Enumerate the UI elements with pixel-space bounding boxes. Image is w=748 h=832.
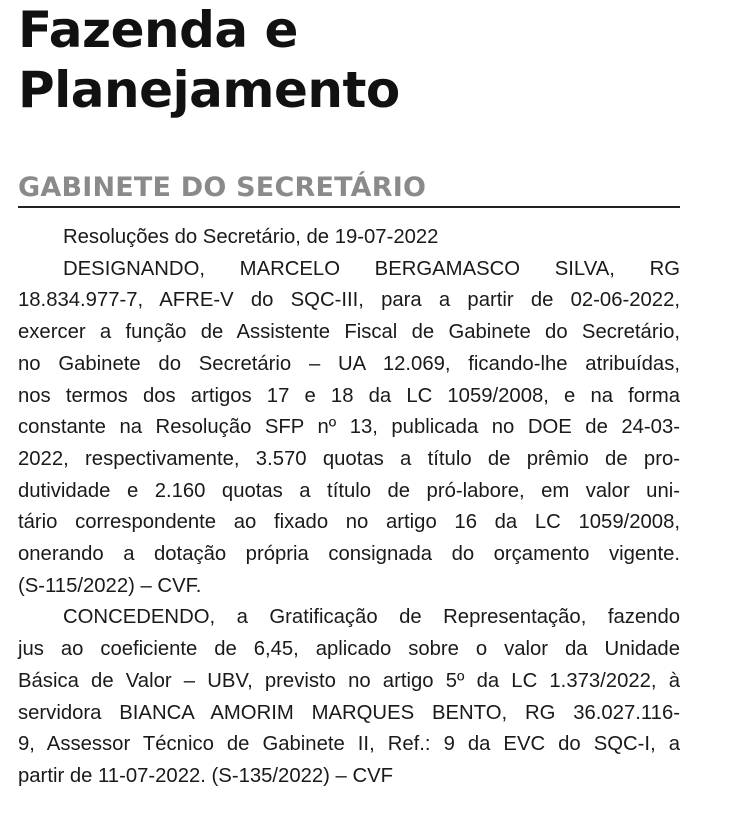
text-line: exercer a função de Assistente Fiscal de Gabinete do Secretário, [18,321,680,344]
text-line: 18.834.977-7, AFRE-V do SQC-III, para a partir de 02-06-2022, [18,289,680,312]
text-line: CONCEDENDO, a Gratificação de Representação, fazendo [63,606,680,629]
text-line: servidora BIANCA AMORIM MARQUES BENTO, RG 36.027.116- [18,701,680,724]
resolution-heading: Resoluções do Secretário, de 19-07-2022 [63,226,439,248]
text-line: no Gabinete do Secretário – UA 12.069, ficando-lhe atribuídas, [18,352,680,375]
text-line: nos termos dos artigos 17 e 18 da LC 1059/2008, e na forma [18,384,680,407]
text-line: Básica de Valor – UBV, previsto no artigo 5º da LC 1.373/2022, à [18,669,680,692]
text-line: tário correspondente ao fixado no artigo 16 da LC 1059/2008, [18,511,680,534]
text-line: constante na Resolução SFP nº 13, publicada no DOE de 24-03- [18,416,680,439]
text-line: 2022, respectivamente, 3.570 quotas a título de prêmio de pro- [18,447,680,470]
text-line: jus ao coeficiente de 6,45, aplicado sobre o valor da Unidade [18,638,680,661]
text-line: 9, Assessor Técnico de Gabinete II, Ref.: 9 da EVC do SQC-I, a [18,733,680,756]
section-title: GABINETE DO SECRETÁRIO [18,172,427,203]
page-title-line-2: Planejamento [18,61,400,119]
text-line: partir de 11-07-2022. (S-135/2022) – CVF [18,764,394,787]
text-line: dutividade e 2.160 quotas a título de pró-labore, em valor uni- [18,479,680,502]
text-line: onerando a dotação própria consignada do orçamento vigente. [18,543,680,566]
section-header [18,172,680,208]
page-title [18,0,680,120]
text-line: DESIGNANDO, MARCELO BERGAMASCO SILVA, RG [63,257,680,280]
document-page [18,0,680,793]
page-title-line-1: Fazenda e [18,1,298,59]
document-body [18,222,680,793]
text-line: (S-115/2022) – CVF. [18,574,202,597]
